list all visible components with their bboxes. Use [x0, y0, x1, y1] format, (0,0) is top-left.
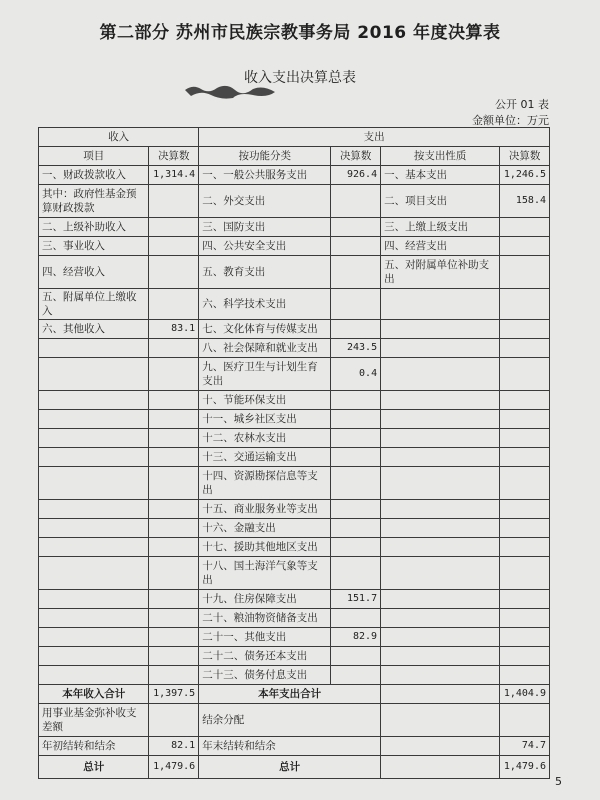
- function-amount: [331, 647, 381, 666]
- nature-amount: [500, 289, 550, 320]
- function-amount: [331, 448, 381, 467]
- nature-item: [381, 500, 500, 519]
- nature-item: 四、经营支出: [381, 237, 500, 256]
- col-amount: 决算数: [149, 147, 199, 166]
- income-amount: [149, 448, 199, 467]
- income-item: [39, 429, 149, 448]
- nature-item: [381, 647, 500, 666]
- income-item: [39, 557, 149, 590]
- expense-group-header: 支出: [199, 128, 550, 147]
- nature-amount: [500, 320, 550, 339]
- income-item: 六、其他收入: [39, 320, 149, 339]
- nature-item: [381, 538, 500, 557]
- grand-expense-label: 总计: [199, 756, 381, 779]
- page-title: 第二部分 苏州市民族宗教事务局 2016 年度决算表: [99, 23, 501, 43]
- income-amount: [149, 647, 199, 666]
- table-row: [39, 391, 550, 410]
- nature-amount: [500, 500, 550, 519]
- income-amount: [149, 538, 199, 557]
- function-amount: [331, 218, 381, 237]
- function-item: 四、公共安全支出: [199, 237, 331, 256]
- nature-amount: [500, 628, 550, 647]
- income-amount: [149, 218, 199, 237]
- income-amount: [149, 358, 199, 391]
- nature-amount: [500, 609, 550, 628]
- income-amount: [149, 666, 199, 685]
- function-item: 十二、农林水支出: [199, 429, 331, 448]
- income-amount: [149, 628, 199, 647]
- nature-amount: [500, 557, 550, 590]
- income-amount: [149, 391, 199, 410]
- nature-item: [381, 519, 500, 538]
- end-amount: 74.7: [500, 737, 550, 756]
- income-amount: [149, 557, 199, 590]
- table-row: [39, 557, 550, 590]
- income-item: [39, 666, 149, 685]
- function-item: 二十三、债务付息支出: [199, 666, 331, 685]
- table-title: 收入支出决算总表: [244, 70, 356, 86]
- income-item: 一、财政拨款收入: [39, 166, 149, 185]
- function-amount: 0.4: [331, 358, 381, 391]
- surplus-amount: [500, 704, 550, 737]
- nature-item: [381, 557, 500, 590]
- income-amount: [149, 609, 199, 628]
- nature-amount: [500, 339, 550, 358]
- fund-amount: [149, 704, 199, 737]
- function-amount: 82.9: [331, 628, 381, 647]
- col-item: 项目: [39, 147, 149, 166]
- table-row: [39, 166, 550, 185]
- income-amount: [149, 429, 199, 448]
- income-amount: [149, 289, 199, 320]
- income-amount: [149, 467, 199, 500]
- function-item: 五、教育支出: [199, 256, 331, 289]
- nature-item: 一、基本支出: [381, 166, 500, 185]
- function-amount: [331, 538, 381, 557]
- nature-amount: [500, 256, 550, 289]
- nature-amount: [500, 538, 550, 557]
- table-row: [39, 358, 550, 391]
- function-item: 一、一般公共服务支出: [199, 166, 331, 185]
- grand-total-label: 总计: [39, 756, 149, 779]
- function-item: 九、医疗卫生与计划生育支出: [199, 358, 331, 391]
- nature-item: [381, 609, 500, 628]
- nature-item: [381, 410, 500, 429]
- table-row: [39, 628, 550, 647]
- function-amount: [331, 429, 381, 448]
- function-amount: 151.7: [331, 590, 381, 609]
- nature-item: [381, 339, 500, 358]
- function-amount: [331, 500, 381, 519]
- function-item: 十三、交通运输支出: [199, 448, 331, 467]
- income-item: [39, 628, 149, 647]
- function-item: 八、社会保障和就业支出: [199, 339, 331, 358]
- function-amount: [331, 256, 381, 289]
- begin-label: 年初结转和结余: [39, 737, 149, 756]
- function-amount: [331, 557, 381, 590]
- nature-amount: [500, 448, 550, 467]
- function-item: 十四、资源勘探信息等支出: [199, 467, 331, 500]
- function-item: 二十、粮油物资储备支出: [199, 609, 331, 628]
- amount-unit: 金额单位：万元: [472, 114, 549, 127]
- col-by-function: 按功能分类: [199, 147, 331, 166]
- income-item: [39, 391, 149, 410]
- col-by-nature-amount: 决算数: [500, 147, 550, 166]
- nature-amount: [500, 429, 550, 448]
- income-amount: [149, 500, 199, 519]
- function-item: 二、外交支出: [199, 185, 331, 218]
- income-item: 二、上级补助收入: [39, 218, 149, 237]
- function-amount: [331, 391, 381, 410]
- income-item: [39, 339, 149, 358]
- income-total-label: 本年收入合计: [39, 685, 149, 704]
- table-row: [39, 609, 550, 628]
- income-group-header: 收入: [39, 128, 199, 147]
- income-amount: [149, 237, 199, 256]
- function-item: 十、节能环保支出: [199, 391, 331, 410]
- income-item: 其中：政府性基金预算财政拨款: [39, 185, 149, 218]
- income-item: [39, 467, 149, 500]
- table-row: [39, 410, 550, 429]
- nature-item: [381, 590, 500, 609]
- table-row: [39, 339, 550, 358]
- table-row: [39, 218, 550, 237]
- nature-item: [381, 391, 500, 410]
- grand-income: 1,479.6: [149, 756, 199, 779]
- nature-item: 五、对附属单位补助支出: [381, 256, 500, 289]
- income-item: [39, 519, 149, 538]
- income-item: [39, 410, 149, 429]
- nature-amount: [500, 237, 550, 256]
- table-row: [39, 538, 550, 557]
- function-item: 十七、援助其他地区支出: [199, 538, 331, 557]
- function-item: 二十一、其他支出: [199, 628, 331, 647]
- income-total: 1,397.5: [149, 685, 199, 704]
- nature-item: [381, 467, 500, 500]
- income-item: [39, 448, 149, 467]
- end-label: 年末结转和结余: [199, 737, 381, 756]
- income-item: [39, 500, 149, 519]
- nature-amount: [500, 519, 550, 538]
- nature-item: [381, 628, 500, 647]
- function-amount: [331, 237, 381, 256]
- nature-item: [381, 448, 500, 467]
- function-item: 十一、城乡社区支出: [199, 410, 331, 429]
- nature-item: 二、项目支出: [381, 185, 500, 218]
- table-row: [39, 429, 550, 448]
- income-item: [39, 647, 149, 666]
- form-number: 公开 01 表: [495, 98, 549, 111]
- function-amount: [331, 519, 381, 538]
- income-item: 四、经营收入: [39, 256, 149, 289]
- surplus-label: 结余分配: [199, 704, 381, 737]
- income-amount: 1,314.4: [149, 166, 199, 185]
- function-amount: [331, 320, 381, 339]
- col-by-nature: 按支出性质: [381, 147, 500, 166]
- table-row: [39, 519, 550, 538]
- col-by-function-amount: 决算数: [331, 147, 381, 166]
- function-amount: [331, 185, 381, 218]
- nature-amount: [500, 358, 550, 391]
- nature-amount: [500, 590, 550, 609]
- function-item: 三、国防支出: [199, 218, 331, 237]
- function-item: 七、文化体育与传媒支出: [199, 320, 331, 339]
- table-row: [39, 289, 550, 320]
- function-amount: [331, 410, 381, 429]
- nature-item: [381, 429, 500, 448]
- income-amount: 83.1: [149, 320, 199, 339]
- nature-amount: [500, 218, 550, 237]
- income-amount: [149, 256, 199, 289]
- table-row: [39, 666, 550, 685]
- function-item: 十九、住房保障支出: [199, 590, 331, 609]
- income-item: [39, 590, 149, 609]
- function-amount: [331, 609, 381, 628]
- begin-amount: 82.1: [149, 737, 199, 756]
- nature-item: [381, 358, 500, 391]
- table-row: [39, 500, 550, 519]
- nature-amount: 1,246.5: [500, 166, 550, 185]
- income-item: [39, 538, 149, 557]
- nature-item: [381, 289, 500, 320]
- income-item: [39, 609, 149, 628]
- nature-item: 三、上缴上级支出: [381, 218, 500, 237]
- nature-amount: [500, 666, 550, 685]
- expense-total: 1,404.9: [500, 685, 550, 704]
- table-row: [39, 320, 550, 339]
- expense-total-label: 本年支出合计: [199, 685, 381, 704]
- table-row: [39, 237, 550, 256]
- nature-amount: [500, 391, 550, 410]
- function-item: 十五、商业服务业等支出: [199, 500, 331, 519]
- table-row: [39, 448, 550, 467]
- grand-expense: 1,479.6: [500, 756, 550, 779]
- function-amount: 243.5: [331, 339, 381, 358]
- nature-amount: [500, 467, 550, 500]
- income-amount: [149, 410, 199, 429]
- page-number: 5: [555, 775, 562, 788]
- function-amount: [331, 666, 381, 685]
- table-row: [39, 590, 550, 609]
- function-item: 十八、国土海洋气象等支出: [199, 557, 331, 590]
- nature-amount: 158.4: [500, 185, 550, 218]
- income-item: [39, 358, 149, 391]
- fund-label: 用事业基金弥补收支差额: [39, 704, 149, 737]
- income-amount: [149, 590, 199, 609]
- income-amount: [149, 519, 199, 538]
- table-row: [39, 185, 550, 218]
- income-amount: [149, 185, 199, 218]
- income-amount: [149, 339, 199, 358]
- function-item: 二十二、债务还本支出: [199, 647, 331, 666]
- table-row: [39, 256, 550, 289]
- function-item: 十六、金融支出: [199, 519, 331, 538]
- function-amount: 926.4: [331, 166, 381, 185]
- function-amount: [331, 289, 381, 320]
- table-row: [39, 647, 550, 666]
- table-row: [39, 467, 550, 500]
- function-amount: [331, 467, 381, 500]
- income-item: 五、附属单位上缴收入: [39, 289, 149, 320]
- budget-table: [38, 127, 550, 779]
- nature-item: [381, 320, 500, 339]
- nature-amount: [500, 647, 550, 666]
- income-item: 三、事业收入: [39, 237, 149, 256]
- nature-item: [381, 666, 500, 685]
- function-item: 六、科学技术支出: [199, 289, 331, 320]
- nature-amount: [500, 410, 550, 429]
